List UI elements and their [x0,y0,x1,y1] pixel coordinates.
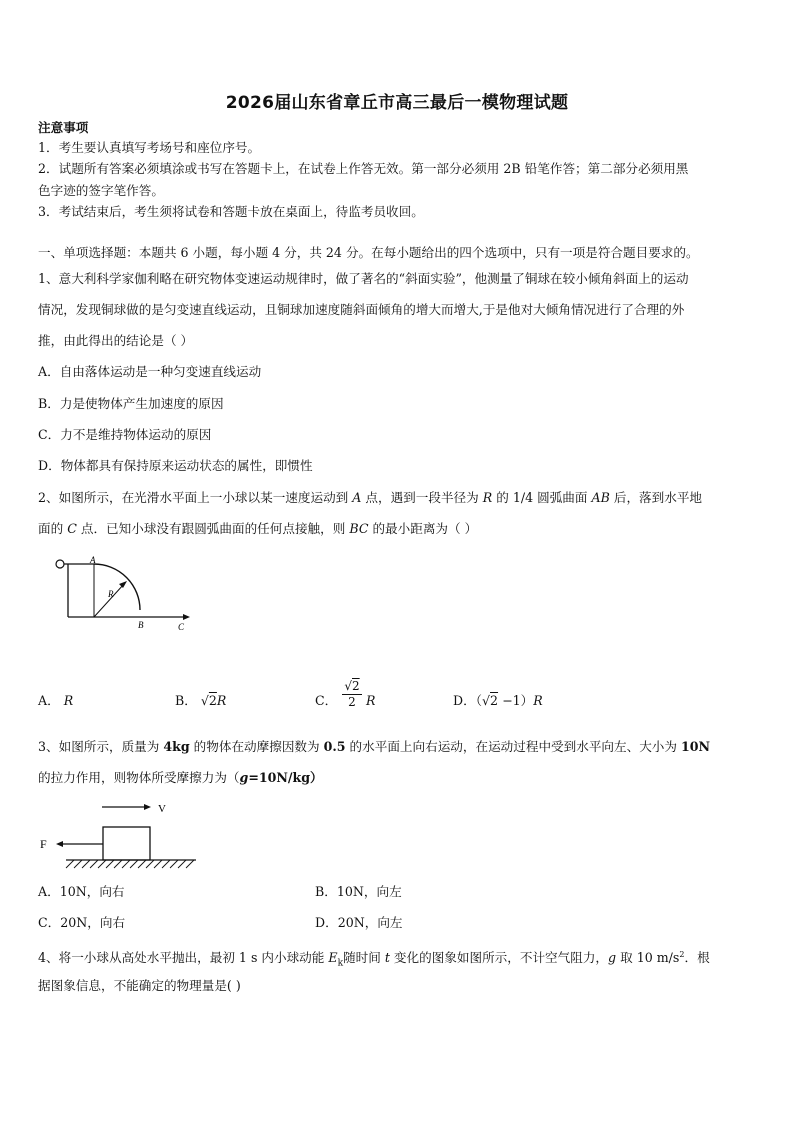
q2-option-d: D．（√2 −1）R [453,693,543,708]
q4-stem-line2: 据图象信息，不能确定的物理量是( ) [38,978,241,993]
q2-stem-line2: 面的 C 点．已知小球没有跟圆弧曲面的任何点接触，则 BC 的最小距离为（ ） [38,521,478,536]
svg-text:C: C [178,622,185,632]
quarter-arc [94,564,140,610]
svg-text:B: B [138,620,144,630]
q1-stem-line1: 1、意大利科学家伽利略在研究物体变速运动规律时，做了著名的“斜面实验”，他测量了铜球在较小倾角斜面上的运动 [38,271,689,286]
q3-option-b: B．10N，向左 [315,884,402,899]
svg-text:F: F [40,837,47,851]
ground-hatching [66,860,194,868]
q2-option-c-label: C． [315,693,338,708]
notice-heading: 注意事项 [38,120,89,135]
arrow-right-icon [183,614,190,620]
q3-stem-line2: 的拉力作用，则物体所受摩擦力为（g=10N/kg） [38,770,323,785]
ball-icon [56,560,64,568]
q2-stem-line1: 2、如图所示，在光滑水平面上一小球以某一速度运动到 A 点，遇到一段半径为 R 的 1/4 圆弧曲面 AB 后，落到水平地 [38,490,703,505]
q2-option-c-r: R [366,693,376,708]
svg-text:R: R [108,589,114,599]
q2-arc-figure [48,553,198,638]
q3-stem-line1: 3、如图所示，质量为 4kg 的物体在动摩擦因数为 0.5 的水平面上向右运动，在运动过程中受到水平向左、大小为 10N [38,739,711,754]
q1-stem-line2: 情况，发现铜球做的是匀变速直线运动，且铜球加速度随斜面倾角的增大而增大,于是他对大倾角情况进行了合理的外 [38,302,685,317]
svg-text:A: A [90,555,96,565]
q1-stem-line3: 推，由此得出的结论是（ ） [38,333,194,348]
notice-item-1: 1．考生要认真填写考场号和座位序号。 [38,140,261,155]
q3-option-d: D．20N，向左 [315,915,403,930]
q4-stem-line1: 4、将一小球从高处水平抛出，最初 1 s 内小球动能 $E_k$随时间 t 变化的图象如图所示，不计空气阻力，g 取 10 $m/s^2$．根 [38,950,710,969]
q3-option-c: C．20N，向右 [38,915,126,930]
q1-option-a: A．自由落体运动是一种匀变速直线运动 [38,364,262,379]
notice-item-2: 2．试题所有答案必须填涂或书写在答题卡上，在试卷上作答无效。第一部分必须用 2B 铅笔作答；第二部分必须用黑 [38,161,689,176]
radius-arrow-icon [119,581,127,588]
arrow-left-icon [56,841,63,847]
q1-option-d: D．物体都具有保持原来运动状态的属性，即惯性 [38,458,313,473]
section-heading: 一、单项选择题：本题共 6 小题，每小题 4 分，共 24 分。在每小题给出的四个选项中，只有一项是符合题目要求的。 [38,245,699,260]
notice-item-3: 3．考试结束后，考生须将试卷和答题卡放在桌面上，待监考员收回。 [38,204,424,219]
q2-option-a: A． R [38,693,74,708]
q1-option-c: C．力不是维持物体运动的原因 [38,427,212,442]
arrow-right-icon [144,804,151,810]
q3-option-a: A．10N，向右 [38,884,125,899]
q3-block-figure [36,797,206,872]
q1-option-b: B．力是使物体产生加速度的原因 [38,396,224,411]
block [103,827,150,860]
q2-option-c-fraction: √2 2 [342,679,362,710]
notice-item-2-cont: 色字迹的签字笔作答。 [38,183,164,198]
svg-text:V: V [158,803,166,815]
q2-option-b: B． √2R [175,693,227,708]
page-title: 2026届山东省章丘市高三最后一模物理试题 [225,93,569,113]
